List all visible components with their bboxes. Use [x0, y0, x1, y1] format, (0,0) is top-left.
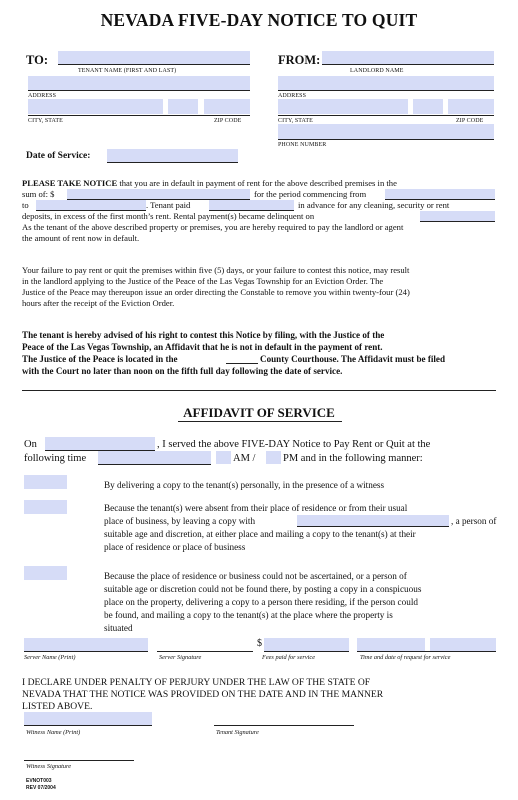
pm-checkbox[interactable] — [266, 451, 281, 464]
tenant-city-field[interactable] — [28, 99, 163, 114]
landlord-address-field[interactable] — [278, 76, 494, 90]
landlord-name-caption: LANDLORD NAME — [350, 68, 404, 74]
tenant-address-caption: ADDRESS — [28, 93, 57, 99]
request-date-field[interactable] — [430, 638, 496, 651]
notice-line-1: PLEASE TAKE NOTICE that you are in default in payment of rent for the above described premises in the — [22, 178, 397, 188]
landlord-zip-caption: ZIP CODE — [456, 118, 484, 124]
option-posting-checkbox[interactable] — [24, 566, 67, 580]
tenant-signature-caption: Tenant Signature — [216, 729, 259, 736]
tenant-city-caption: CITY, STATE — [28, 118, 63, 124]
rights-line-1: The tenant is hereby advised of his right to contest this Notice by filing, with the Justice of the — [22, 330, 385, 340]
affidavit-heading: AFFIDAVIT OF SERVICE — [183, 405, 335, 420]
notice-tenant-paid: . Tenant paid — [146, 200, 191, 210]
option-substitute-line-2b: , a person of — [451, 516, 497, 526]
rights-line-2: Peace of the Las Vegas Township, an Affidavit that he is not in default in the payment of rent. — [22, 342, 383, 352]
fees-field[interactable] — [264, 638, 349, 651]
landlord-phone-field[interactable] — [278, 124, 494, 139]
date-of-service-field[interactable] — [107, 149, 238, 162]
notice-line-5: As the tenant of the above described property or premises, you are hereby required to pay the landlord or agent — [22, 222, 404, 232]
option-posting-line-3: place on the property, delivering a copy to a person there residing, if the person could — [104, 597, 418, 607]
notice-to-label: to — [22, 200, 29, 210]
witness-signature-line[interactable] — [24, 760, 134, 761]
pm-label: PM and in the following manner: — [283, 453, 423, 464]
declare-line-2: NEVADA THAT THE NOTICE WAS PROVIDED ON THE DATE AND IN THE MANNER — [22, 689, 384, 700]
option-substitute-checkbox[interactable] — [24, 500, 67, 514]
witness-name-caption: Witness Name (Print) — [26, 729, 81, 736]
option-personal-checkbox[interactable] — [24, 475, 67, 489]
failure-line-3: Justice of the Peace may thereupon issue an order directing the Constable to remove you within twenty-four (24) — [22, 287, 410, 297]
rent-amount-field[interactable] — [67, 189, 250, 199]
landlord-city-caption: CITY, STATE — [278, 118, 313, 124]
witness-signature-caption: Witness Signature — [26, 763, 72, 770]
county-field[interactable] — [226, 363, 258, 364]
witness-name-field[interactable] — [24, 712, 152, 725]
tenant-zip-field[interactable] — [204, 99, 250, 114]
from-label: FROM: — [278, 53, 321, 67]
landlord-phone-caption: PHONE NUMBER — [278, 142, 327, 148]
service-time-field[interactable] — [98, 451, 211, 464]
option-substitute-line-1: Because the tenant(s) were absent from their place of residence or from their usual — [104, 503, 408, 513]
page-title: NEVADA FIVE-DAY NOTICE TO QUIT — [100, 10, 418, 30]
tenant-state-field[interactable] — [168, 99, 198, 114]
option-personal-text: By delivering a copy to the tenant(s) personally, in the presence of a witness — [104, 480, 385, 490]
notice-line-4: deposits, in excess of the first month’s rent. Rental payment(s) became delinquent on — [22, 211, 315, 221]
period-from-field[interactable] — [385, 189, 495, 199]
landlord-zip-field[interactable] — [448, 99, 494, 114]
option-substitute-line-2: place of business, by leaving a copy with — [104, 516, 256, 526]
section-divider — [22, 390, 496, 391]
server-name-caption: Server Name (Print) — [24, 654, 76, 661]
notice-line-6: the amount of rent now in default. — [22, 233, 140, 243]
server-signature-caption: Server Signature — [159, 654, 202, 661]
form-code: EVNOT003 — [26, 778, 52, 784]
failure-line-4: hours after the receipt of the Eviction Order. — [22, 298, 175, 308]
served-text: , I served the above FIVE-DAY Notice to Pay Rent or Quit at the — [157, 439, 431, 450]
request-time-field[interactable] — [357, 638, 425, 651]
copy-recipient-field[interactable] — [297, 515, 449, 526]
option-posting-line-4: be found, and mailing a copy to the tenant(s) at the place where the property is — [104, 610, 393, 620]
server-name-field[interactable] — [24, 638, 148, 651]
time-date-caption: Time and date of request for service — [360, 654, 451, 661]
date-of-service-label: Date of Service: — [26, 151, 91, 161]
declare-line-3: LISTED ABOVE. — [22, 701, 93, 712]
landlord-state-field[interactable] — [413, 99, 443, 114]
option-posting-line-2: suitable age or discretion could not be found there, by posting a copy in a conspicuous — [104, 584, 422, 594]
tenant-signature-line[interactable] — [214, 725, 354, 726]
fees-caption: Fees paid for service — [262, 654, 315, 661]
following-time-label: following time — [24, 453, 87, 464]
period-to-field[interactable] — [36, 200, 146, 210]
tenant-address-field[interactable] — [28, 76, 250, 90]
am-checkbox[interactable] — [216, 451, 231, 464]
landlord-address-caption: ADDRESS — [278, 93, 307, 99]
tenant-zip-caption: ZIP CODE — [214, 118, 242, 124]
option-substitute-line-3: suitable age and discretion, at either place and mailing a copy to the tenant(s) at their — [104, 529, 416, 539]
option-posting-line-1: Because the place of residence or business could not be ascertained, or a person of — [104, 571, 407, 581]
landlord-name-field[interactable] — [322, 51, 494, 65]
to-label: TO: — [26, 53, 48, 67]
declare-line-1: I DECLARE UNDER PENALTY OF PERJURY UNDER THE LAW OF THE STATE OF — [22, 677, 371, 688]
rights-line-4: with the Court no later than noon on the fifth full day following the date of service. — [22, 366, 343, 376]
notice-period-label: for the period commencing from — [254, 189, 367, 199]
rights-line-3a: The Justice of the Peace is located in the — [22, 354, 178, 364]
rights-line-3b: County Courthouse. The Affidavit must be filed — [260, 354, 446, 364]
tenant-name-caption: TENANT NAME (FIRST AND LAST) — [78, 68, 177, 74]
form-revision: REV 07/2004 — [26, 785, 56, 791]
am-label: AM / — [233, 453, 256, 464]
delinquent-date-field[interactable] — [420, 211, 495, 221]
service-date-field[interactable] — [45, 437, 155, 450]
dollar-sign: $ — [257, 638, 262, 649]
server-signature-line[interactable] — [157, 651, 253, 652]
option-substitute-line-4: place of residence or place of business — [104, 542, 246, 552]
option-posting-line-5: situated — [104, 623, 133, 633]
failure-line-2: in the landlord applying to the Justice of the Peace of the Las Vegas Township for an Eviction Order. The — [22, 276, 384, 286]
failure-line-1: Your failure to pay rent or quit the premises within five (5) days, or your failure to contest this notice, may result — [22, 265, 410, 275]
landlord-city-field[interactable] — [278, 99, 408, 114]
notice-advance-text: in advance for any cleaning, security or rent — [298, 200, 450, 210]
tenant-name-field[interactable] — [58, 51, 250, 65]
on-label: On — [24, 439, 37, 450]
tenant-paid-field[interactable] — [209, 200, 294, 210]
notice-line-2: sum of: $ — [22, 189, 55, 199]
